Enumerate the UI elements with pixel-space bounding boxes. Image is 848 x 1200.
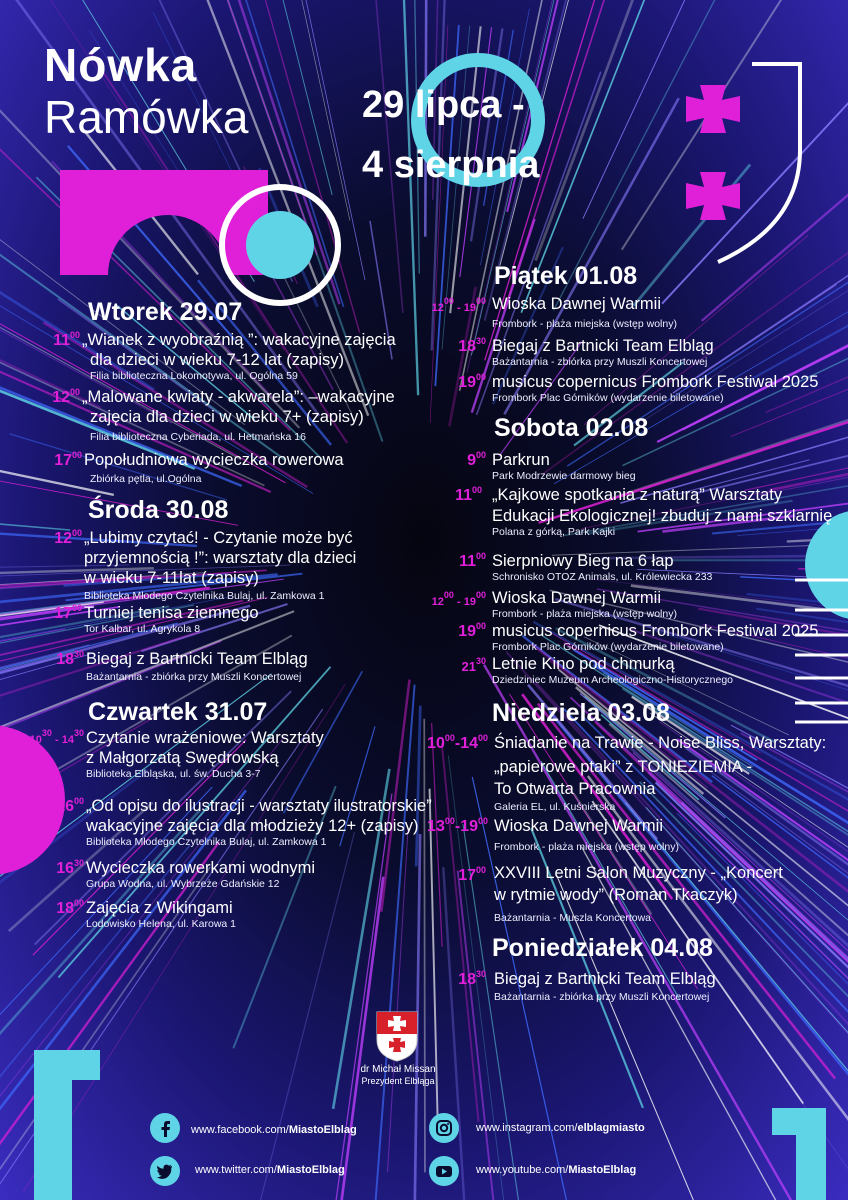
event-place: Bażantarnia - zbiórka przy Muszli Koncertowej [492,356,708,368]
cyan-bracket-right-shape [772,1108,826,1200]
event-title: Turniej tenisa ziemnego [84,604,259,622]
event-title: To Otwarta Pracownia [494,780,656,798]
event-time: $18^{30}$ [56,649,84,668]
title-line-1: Nówka [44,39,198,91]
event-place: Grupa Wodna, ul. Wybrzeże Gdańskie 12 [86,878,280,890]
magenta-cross-icon [686,85,740,220]
event-item [427,733,827,814]
event-title: Biegaj z Bartnicki Team Elbląg [86,650,308,668]
event-item [29,728,324,781]
event-title: wakacyjne zajęcia dla młodzieży 12+ (zapisy) [86,817,419,835]
coat-of-arms-icon [375,1010,419,1062]
event-time: $9^{00}$ [467,450,486,469]
day-heading-wednesday: Środa 30.08 [88,496,229,524]
event-title: Wycieczka rowerkami wodnymi [86,859,316,877]
event-place: Biblioteka Elbląska, ul. św. Ducha 3-7 [86,768,261,780]
event-title: w wieku 7-11lat (zapisy) [84,569,259,587]
event-title: „papierowe ptaki” z TONIEZIEMIA - [494,758,752,776]
event-time: $11^{00}$ [455,485,482,504]
event-time: $17^{00}$ [458,865,486,884]
magenta-arch-shape [60,170,268,275]
day-heading-tuesday: Wtorek 29.07 [88,298,243,326]
event-place: Frombork - plaża miejska (wstęp wolny) [492,608,677,620]
event-time: $16^{00}$ [56,796,84,815]
event-title: Śniadanie na Trawie - Noise Bliss, Warsztaty: [494,734,827,752]
signature-name: dr Michał Missan [360,1064,436,1075]
event-title: Wioska Dawnej Warmii [492,589,661,607]
event-title: Biegaj z Bartnicki Team Elbląg [494,970,716,988]
event-time: $11^{00}$ [53,330,80,349]
event-item [459,551,713,584]
event-place: Polana z górką, Park Kajki [492,526,616,538]
event-item [56,898,237,931]
event-title: musicus copernicus Frombork Festiwal 2025 [492,373,819,391]
date-range-line-1: 29 lipca - [362,84,525,126]
event-time: $19^{00}$ [458,621,486,640]
event-title: Czytanie wrażeniowe: Warsztaty [86,729,324,747]
day-heading-friday: Piątek 01.08 [494,262,638,290]
event-time: $10^{00}-14^{00}$ [427,733,488,752]
facebook-icon[interactable] [150,1113,180,1143]
event-time: $18^{30}$ [458,336,486,355]
event-place: Filia biblioteczna Lokomotywa, ul. Ogólna 59 [90,370,298,382]
event-item [458,372,819,405]
event-time: $21^{30}$ [461,656,486,674]
event-title: Wioska Dawnej Warmii [494,817,663,835]
event-item [427,816,679,854]
youtube-icon[interactable] [429,1156,459,1186]
event-time: $17^{00}$ [54,450,82,469]
event-title: Sierpniowy Bieg na 6 łap [492,552,674,570]
event-time: $12^{00}$ [54,528,82,547]
instagram-icon[interactable] [429,1113,459,1143]
event-item [458,969,716,1004]
event-item [467,450,636,483]
event-title: Edukacji Ekologicznej! zbuduj z nami szklarnię [492,507,833,525]
event-place: Dziedziniec Muzeum Archeologiczno-Historycznego [492,674,734,686]
event-title: Zajęcia z Wikingami [86,899,233,917]
event-time: $12^{00} - 19^{00}$ [431,590,486,608]
event-title: przyjemnością !”: warsztaty dla dzieci [84,549,357,567]
event-item [455,485,833,539]
event-time: $16^{30}$ [56,858,84,877]
event-item [461,654,734,687]
shield-bracket-shape [718,64,800,262]
event-place: Bażantarnia - Muszla Koncertowa [494,912,651,924]
event-title: Letnie Kino pod chmurką [492,655,675,673]
event-place: Frombork Plac Górników (wydarzenie biletowane) [492,392,724,404]
event-place: Zbiórka pętla, ul.Ogólna [90,473,202,485]
event-item [431,588,677,621]
cyan-dot-shape [246,211,314,279]
event-place: Lodowisko Helena, ul. Karowa 1 [86,918,237,930]
event-title: XXVIII Letni Salon Muzyczny - „Koncert [494,864,783,882]
event-title: „Od opisu do ilustracji - warsztaty ilustratorskie” [86,797,432,815]
event-item [56,796,432,849]
event-time: $10^{30} - 14^{30}$ [29,728,84,746]
event-item [431,294,677,331]
event-time: $12^{00} - 19^{00}$ [431,296,486,314]
event-item [52,387,395,444]
event-place: Bażantarnia - zbiórka przy Muszli Koncertowej [86,671,302,683]
event-item [56,649,308,684]
event-place: Bażantarnia - zbiórka przy Muszli Koncertowej [494,991,710,1003]
event-item [54,603,259,636]
event-title: „Wianek z wyobraźnią ”: wakacyjne zajęcia [82,331,396,349]
event-place: Schronisko OTOZ Animals, ul. Królewiecka 233 [492,571,713,583]
day-heading-sunday: Niedziela 03.08 [492,699,670,727]
event-time: $18^{30}$ [458,969,486,988]
event-item [54,528,357,603]
day-heading-monday: Poniedziałek 04.08 [492,934,713,962]
youtube-link[interactable]: www.youtube.com/MiastoElblag [476,1164,637,1176]
event-title: z Małgorzatą Swędrowską [86,749,279,767]
event-item [56,858,316,891]
event-title: „Lubimy czytać! - Czytanie może być [84,529,353,547]
event-title: Wioska Dawnej Warmii [492,295,661,313]
event-title: dla dzieci w wieku 7-12 lat (zapisy) [90,351,345,369]
facebook-link[interactable]: www.facebook.com/MiastoElblag [191,1124,357,1136]
event-place: Tor Kalbar, ul. Agrykola 8 [84,623,201,635]
event-place: Park Modrzewie darmowy bieg [492,470,636,482]
day-heading-saturday: Sobota 02.08 [494,414,649,442]
event-title: „Malowane kwiaty - akwarela”: –wakacyjne [82,388,395,406]
event-place: Galeria EL, ul. Kuśnierska [494,801,616,813]
event-item [458,863,783,925]
event-item [458,336,714,369]
event-time: $17^{00}$ [54,603,82,622]
twitter-icon[interactable] [150,1156,180,1186]
event-title: musicus copernicus Frombork Festiwal 2025 [492,622,819,640]
event-time: $18^{00}$ [56,898,84,917]
event-place: Frombork - plaża miejska (wstęp wolny) [494,841,679,853]
day-heading-thursday: Czwartek 31.07 [88,698,268,726]
event-item [458,621,819,654]
event-title: „Kajkowe spotkania z naturą” Warsztaty [492,486,783,504]
event-time: $19^{00}$ [458,372,486,391]
title-line-2: Ramówka [44,91,249,143]
event-title: w rytmie wody” (Roman Tkaczyk) [494,886,738,904]
signature-role: Prezydent Elbląga [361,1076,435,1086]
event-place: Frombork - plaża miejska (wstęp wolny) [492,318,677,330]
event-time: $13^{00}-19^{00}$ [427,816,488,835]
cyan-bracket-left-shape [34,1050,100,1200]
event-item [54,450,344,486]
event-title: Parkrun [492,451,550,469]
instagram-link[interactable]: www.instagram.com/elblagmiasto [476,1122,645,1134]
date-range-line-2: 4 sierpnia [362,144,540,186]
event-item [53,330,396,383]
event-place: Biblioteka Młodego Czytelnika Bulaj, ul. Zamkowa 1 [84,590,325,602]
event-place: Biblioteka Młodego Czytelnika Bulaj, ul. Zamkowa 1 [86,836,327,848]
event-title: Biegaj z Bartnicki Team Elbląg [492,337,714,355]
event-title: Popołudniowa wycieczka rowerowa [84,451,344,469]
event-time: $11^{00}$ [459,551,486,570]
event-title: zajęcia dla dzieci w wieku 7+ (zapisy) [90,408,364,426]
event-place: Frombork Plac Górników (wydarzenie biletowane) [492,641,724,653]
event-time: $12^{00}$ [52,387,80,406]
event-place: Filia biblioteczna Cyberiada, ul. Hetmańska 16 [90,431,306,443]
twitter-link[interactable]: www.twitter.com/MiastoElblag [195,1164,345,1176]
